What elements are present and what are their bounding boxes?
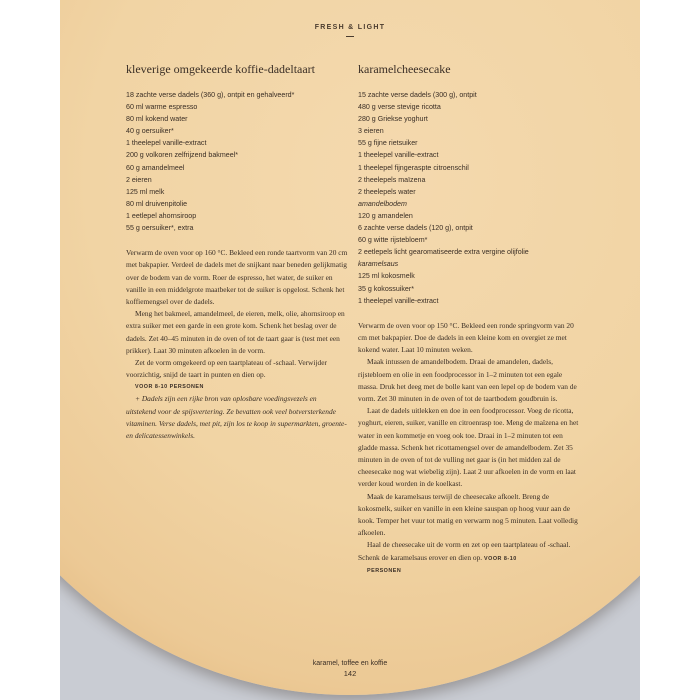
ingredient-item: 80 ml druivenpitolie [126,199,188,208]
method-paragraph: Maak de karamelsaus terwijl de cheesecake afkoelt. Breng de kokosmelk, suiker en vanille in een kleine sauspan op hoog vuur aan de kook. Temper het vuur tot matig en verwarm nog 5 minuten. Laat volledig afkoelen. [358,491,578,538]
ingredient-item: 55 g oersuiker*, extra [126,224,194,233]
ingredient-subheading: amandelbodem [358,199,407,208]
ingredient-item: 60 ml warme espresso [126,103,198,112]
ingredient-item: 2 theelepels maïzena [358,175,426,184]
method-paragraph [358,539,580,564]
recipe-right [358,62,580,577]
ingredient-item: 60 g witte rijstebloem* [358,236,428,245]
recipe-title: kleverige omgekeerde koffie-dadeltaart [126,62,316,76]
ingredient-subheading: karamelsaus [358,260,399,269]
method [358,320,580,577]
method-text: Haal de cheesecake uit de vorm en zet op een taartplateau of -schaal. Schenk de karamelsaus erover en dien op. [358,540,571,562]
ingredient-item: 125 ml kokosmelk [358,272,415,281]
method-paragraph: Zet de vorm omgekeerd op een taartplateau of -schaal. Verwijder voorzichtig, snijd de taart in punten en dien op. [126,357,327,380]
method-paragraph: Meng het bakmeel, amandelmeel, de eieren, melk, olie, ahornsiroop en extra suiker met een garde in een grote kom. Schenk het beslag over de dadels. Zet 40–45 minuten in de oven of tot de taart gaar is (test met een prikker). Laat 30 minuten afkoelen in de vorm. [126,309,345,355]
ingredient-item: 60 g amandelmeel [126,163,185,172]
ingredient-item: 18 zachte verse dadels (360 g), ontpit en gehalveerd* [126,91,295,99]
ingredient-item: 125 ml melk [126,187,165,196]
ingredient-item: 2 eieren [126,175,152,184]
method-paragraph: Verwarm de oven voor op 160 °C. Bekleed een ronde taartvorm van 20 cm met bakpapier. Verdeel de dadels met de snijkant naar beneden gelijkmatig over de bodem van de vorm. Roer de espresso, het water, de suiker en vanille in een middelgrote maatbeker tot de suiker is opgelost. Schenk het koffiemengsel over de dadels. [126,248,348,306]
ingredient-item: 480 g verse stevige ricotta [358,103,441,112]
chapter-name: karamel, toffee en koffie [312,660,388,667]
page-number: 142 [343,669,357,678]
method-paragraph: Laat de dadels uitlekken en doe in een foodprocessor. Voeg de ricotta, yoghurt, eieren, suiker, vanille en citroenrasp toe. Meng de maïzena en het water in een kommetje en voeg ook toe. Draai in 1–2 minuten tot een gladde massa. Schenk het ricottamengsel over de amandelbodem. Zet 35 minuten in de oven of tot de vulling net gaar is (in het midden zal de cheesecake nog wat wiebelig zijn). Laat 2 uur afkoelen in de vorm en laat verder koud worden in de koelkast. [358,406,579,489]
ingredient-item: 6 zachte verse dadels (120 g), ontpit [358,224,473,233]
ingredient-item: 40 g oersuiker* [126,127,174,136]
method-paragraph: Verwarm de oven voor op 150 °C. Bekleed een ronde springvorm van 20 cm met bakpapier. Doe de dadels in een kleine kom en overgiet ze met kokend water. Laat 10 minuten weken. [358,320,574,355]
page-footer [60,660,640,678]
ingredient-list [126,89,348,234]
method-paragraph: Maak intussen de amandelbodem. Draai de amandelen, dadels, rijstebloem en olie in een foodprocessor in 1–2 minuten tot een egale massa. Druk het deeg met de bolle kant van een lepel op de bodem van de vorm. Zet 30 minuten in de oven of tot de taartbodem goudbruin is. [358,357,577,403]
ingredient-item: 2 eetlepels licht gearomatiseerde extra vergine olijfolie [358,248,529,257]
section-header: FRESH & LIGHT [314,24,386,31]
ingredient-item: 1 theelepel fijngeraspte citroenschil [358,163,469,172]
recipe-title: karamelcheesecake [358,62,451,76]
ingredient-item: 35 g kokossuiker* [358,284,414,293]
ingredient-item: 200 g volkoren zelfrijzend bakmeel* [126,151,238,160]
method [126,247,348,442]
ingredient-item: 1 eetlepel ahornsiroop [126,211,197,220]
ingredient-item: 280 g Griekse yoghurt [358,115,428,124]
serves: VOOR 8-10 [484,555,517,562]
ingredient-item: 1 theelepel vanille-extract [358,296,439,305]
ingredient-item: 15 zachte verse dadels (300 g), ontpit [358,91,477,99]
ingredient-item: 55 g fijne rietsuiker [358,139,418,148]
serves: PERSONEN [367,567,402,574]
ingredient-item: 120 g amandelen [358,211,413,220]
header-rule [346,36,354,37]
ingredient-item: 3 eieren [358,127,384,136]
cookbook-page [60,0,640,700]
ingredient-list [358,89,580,307]
recipe-note: + Dadels zijn een rijke bron van oplosbare voedingsvezels en uitstekend voor de spijsvertering. Ze bevatten ook veel botversterkende vitaminen. Verse dadels, met pit, zijn los te koop in supermarkten, groente- en delicatessenwinkels. [126,394,347,440]
ingredient-item: 2 theelepels water [358,187,416,196]
ingredient-item: 1 theelepel vanille-extract [126,139,207,148]
serves: VOOR 8-10 PERSONEN [135,384,204,391]
ingredient-item: 1 theelepel vanille-extract [358,151,439,160]
recipe-left [126,62,348,442]
ingredient-item: 80 ml kokend water [126,115,188,124]
